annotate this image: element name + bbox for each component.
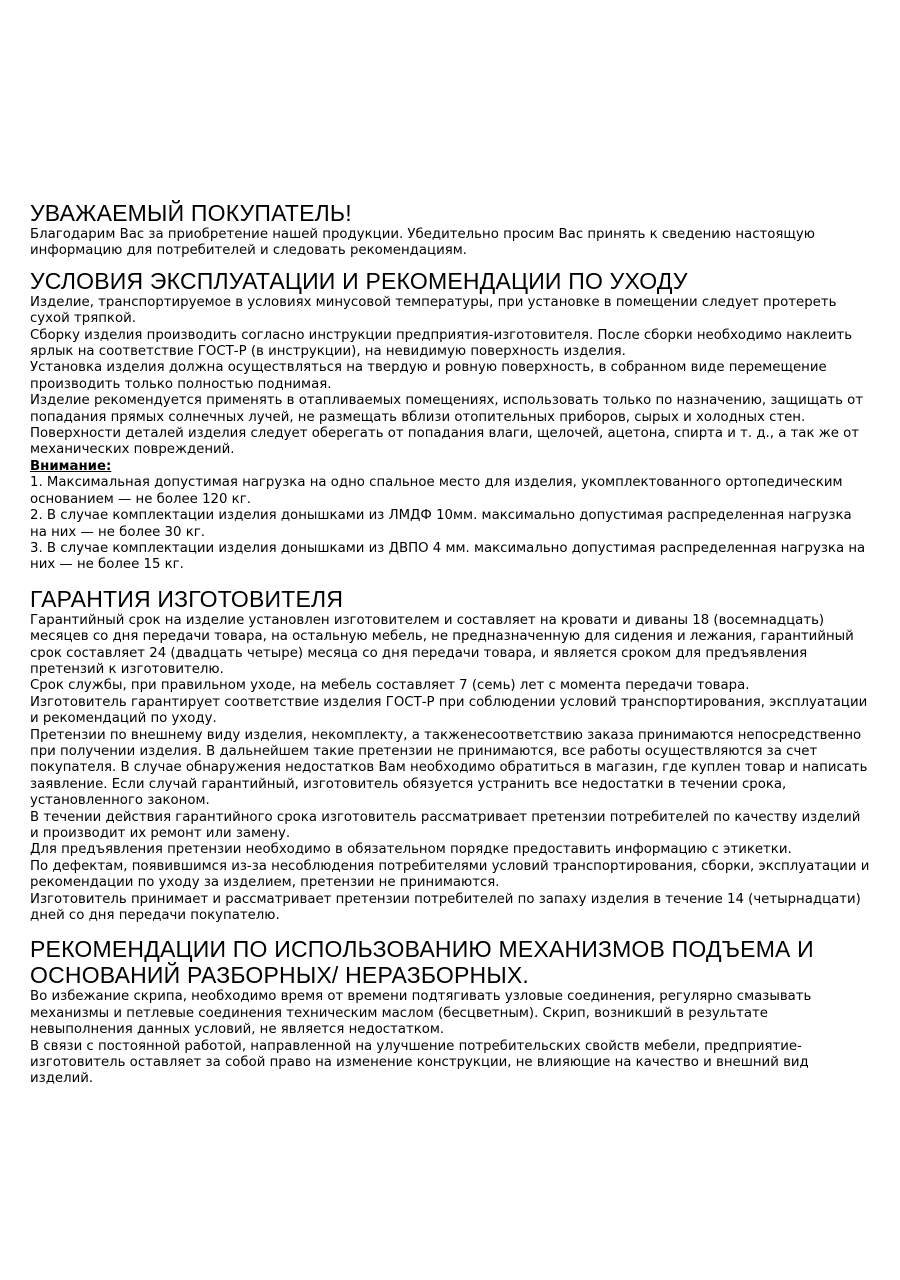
paragraph: Изделие рекомендуется применять в отапливаемых помещениях, использовать только по назначению, защищать от попадания прямых солнечных лучей, не размещать вблизи отопительных приборов, сырых и холодных стен. — [30, 393, 864, 425]
paragraph: Поверхности деталей изделия следует оберегать от попадания влаги, щелочей, ацетона, спирта и т. д., а так же от механических повреждений. — [30, 426, 859, 458]
paragraph: Сборку изделия производить согласно инструкции предприятия-изготовителя. После сборки необходимо наклеить ярлык на соответствие ГОСТ-Р (в инструкции), на невидимую поверхность изделия. — [30, 327, 853, 360]
attention-item: 2. В случае комплектации изделия донышками из ЛМДФ 10мм. максимально допустимая распределенная нагрузка на них — не более 30 кг. — [30, 508, 852, 540]
attention-item: 3. В случае комплектации изделия донышками из ДВПО 4 мм. максимально допустимая распределенная нагрузка на них — не более 15 кг. — [30, 540, 866, 573]
paragraph: Гарантийный срок на изделие установлен изготовителем и составляет на кровати и диваны 18 (восемнадцать) месяцев со дня передачи товара, на остальную мебель, не предназначенную для сидения и лежания, гарантийный срок составляет 24 (двадцать четыре) месяца со дня передачи товара, и является сроком для предъявления претензий к изготовителю. — [30, 612, 854, 677]
spacer — [30, 576, 872, 586]
section-title-usage-conditions: УСЛОВИЯ ЭКСПЛУАТАЦИИ И РЕКОМЕНДАЦИИ ПО УХОДУ — [30, 267, 688, 294]
section-title-greeting: УВАЖАЕМЫЙ ПОКУПАТЕЛЬ! — [30, 200, 352, 226]
paragraph: Претензии по внешнему виду изделия, некомплекту, а такженесоответствию заказа принимаются непосредственно при получении изделия. В дальнейшем такие претензии не принимаются, все работы осуществляются за счет покупателя. В случае обнаружения недостатков Вам необходимо обратиться в магазин, где куплен товар и написать заявление. Если случай гарантийный, изготовитель обязуется устранить все недостатки в течении срока, установленного законом. — [30, 727, 868, 809]
paragraph: В течении действия гарантийного срока изготовитель рассматривает претензии потребителей по качеству изделий и производит их ремонт или замену. — [30, 809, 861, 841]
paragraph: Для предъявления претензии необходимо в обязательном порядке предоставить информацию с этикетки. — [30, 842, 792, 858]
paragraph: Благодарим Вас за приобретение нашей продукции. Убедительно просим Вас принять к сведению настоящую информацию для потребителей и следовать рекомендациям. — [30, 227, 815, 259]
attention-label: Внимание: — [30, 458, 112, 474]
document-content — [30, 200, 872, 1090]
section-title-mechanisms: РЕКОМЕНДАЦИИ ПО ИСПОЛЬЗОВАНИЮ МЕХАНИЗМОВ ПОДЪЕМА И ОСНОВАНИЙ РАЗБОРНЫХ/ НЕРАЗБОРНЫХ. — [30, 936, 814, 989]
paragraph: Изготовитель гарантирует соответствие изделия ГОСТ-Р при соблюдении условий транспортирования, эксплуатации и рекомендаций по уходу. — [30, 694, 868, 727]
paragraph: Срок службы, при правильном уходе, на мебель составляет 7 (семь) лет с момента передачи товара. — [30, 678, 750, 694]
section-greeting — [30, 200, 872, 260]
section-warranty — [30, 586, 872, 925]
spacer — [30, 926, 872, 936]
paragraph: Во избежание скрипа, необходимо время от времени подтягивать узловые соединения, регулярно смазывать механизмы и петлевые соединения техническим маслом (бесцветным). Скрип, возникший в результате невыполнения данных условий, не является недостатком. — [30, 989, 812, 1038]
paragraph: Изготовитель принимает и рассматривает претензии потребителей по запаху изделия в течение 14 (четырнадцати) дней со дня передачи покупателю. — [30, 891, 861, 924]
paragraph: Изделие, транспортируемое в условиях минусовой температуры, при установке в помещении следует протереть сухой тряпкой. — [30, 294, 837, 327]
section-usage-conditions — [30, 268, 872, 574]
attention-item: 1. Максимальная допустимая нагрузка на одно спальное место для изделия, укомплектованного ортопедическим основанием — не более 120 кг. — [30, 475, 843, 507]
section-title-warranty: ГАРАНТИЯ ИЗГОТОВИТЕЛЯ — [30, 585, 344, 612]
paragraph: В связи с постоянной работой, направленной на улучшение потребительских свойств мебели, предприятие-изготовитель оставляет за собой право на изменение конструкции, не влияющие на качество и внешний вид изделий. — [30, 1038, 809, 1087]
paragraph: По дефектам, появившимся из-за несоблюдения потребителями условий транспортирования, сборки, эксплуатации и рекомендации по уходу за изделием, претензии не принимаются. — [30, 858, 870, 891]
paragraph: Установка изделия должна осуществляться на твердую и ровную поверхность, в собранном виде перемещение производить только полностью поднимая. — [30, 360, 827, 392]
section-mechanisms — [30, 936, 872, 1087]
